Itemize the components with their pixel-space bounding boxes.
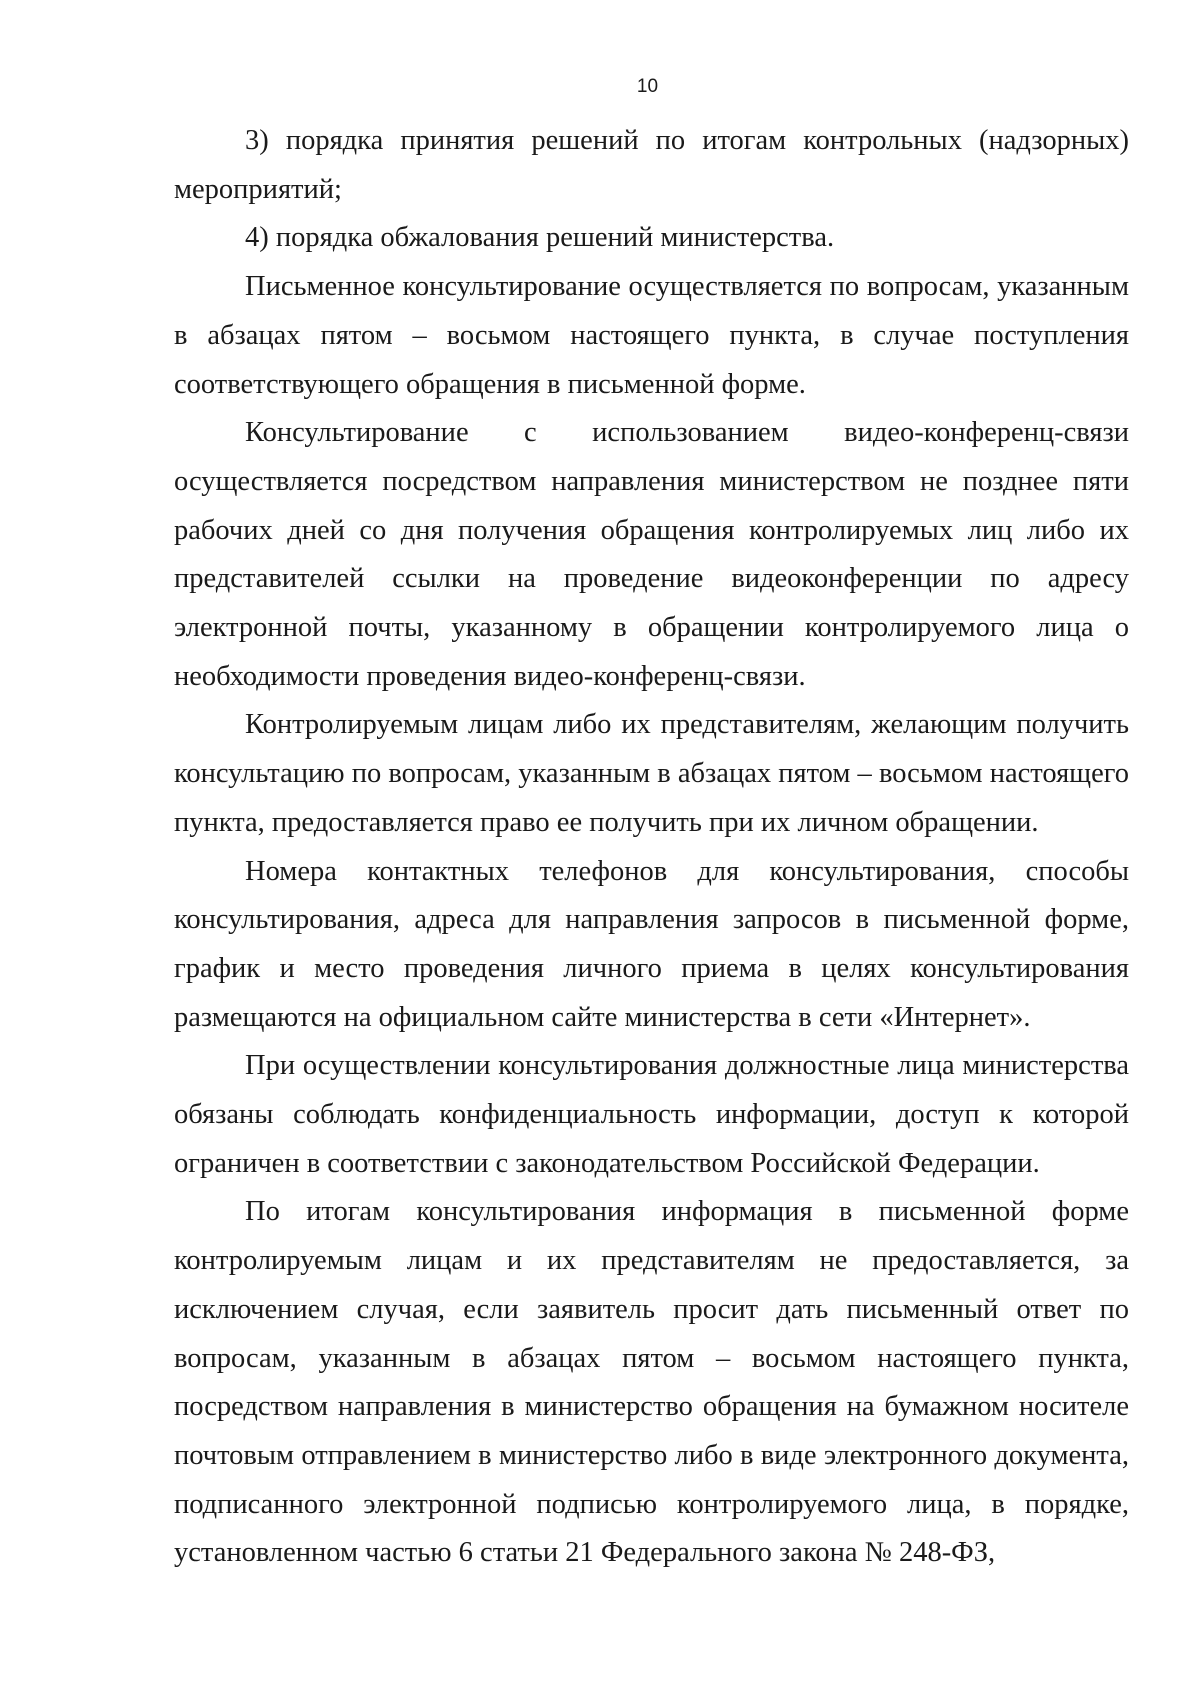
paragraph-consulting-results: По итогам консультирования информация в письменной форме контролируемым лицам и их представителям не предоставляется, за исключением случая, если заявитель просит дать письменный ответ по вопросам, указанным в абзацах пятом – восьмом настоящего пункта, посредством направления в министерство обращения на бумажном носителе почтовым отправлением в министерство либо в виде электронного документа, подписанного электронной подписью контролируемого лица, в порядке, установленном частью 6 статьи 21 Федерального закона № 248-ФЗ, <box>174 1196 1129 1569</box>
paragraph-written-consulting: Письменное консультирование осуществляется по вопросам, указанным в абзацах пятом – восьмом настоящего пункта, в случае поступления соответствующего обращения в письменной форме. <box>174 271 1129 400</box>
paragraph-confidentiality: При осуществлении консультирования должностные лица министерства обязаны соблюдать конфиденциальность информации, доступ к которой ограничен в соответствии с законодательством Российской Федерации. <box>174 1050 1129 1179</box>
document-body <box>174 117 1129 1578</box>
paragraph-item-4: 4) порядка обжалования решений министерства. <box>245 222 835 254</box>
page-number: 10 <box>636 76 659 97</box>
paragraph-video-consulting: Консультирование с использованием видео-конференц-связи осуществляется посредством направления министерством не позднее пяти рабочих дней со дня получения обращения контролируемых лиц либо их представителей ссылки на проведение видеоконференции по адресу электронной почты, указанному в обращении контролируемого лица о необходимости проведения видео-конференц-связи. <box>174 417 1129 692</box>
paragraph-personal-consulting: Контролируемым лицам либо их представителям, желающим получить консультацию по вопросам, указанным в абзацах пятом – восьмом настоящего пункта, предоставляется право ее получить при их личном обращении. <box>174 709 1129 838</box>
paragraph-contact-info: Номера контактных телефонов для консультирования, способы консультирования, адреса для направления запросов в письменной форме, график и место проведения личного приема в целях консультирования размещаются на официальном сайте министерства в сети «Интернет». <box>174 855 1129 1033</box>
paragraph-item-3: 3) порядка принятия решений по итогам контрольных (надзорных) мероприятий; <box>174 125 1129 205</box>
